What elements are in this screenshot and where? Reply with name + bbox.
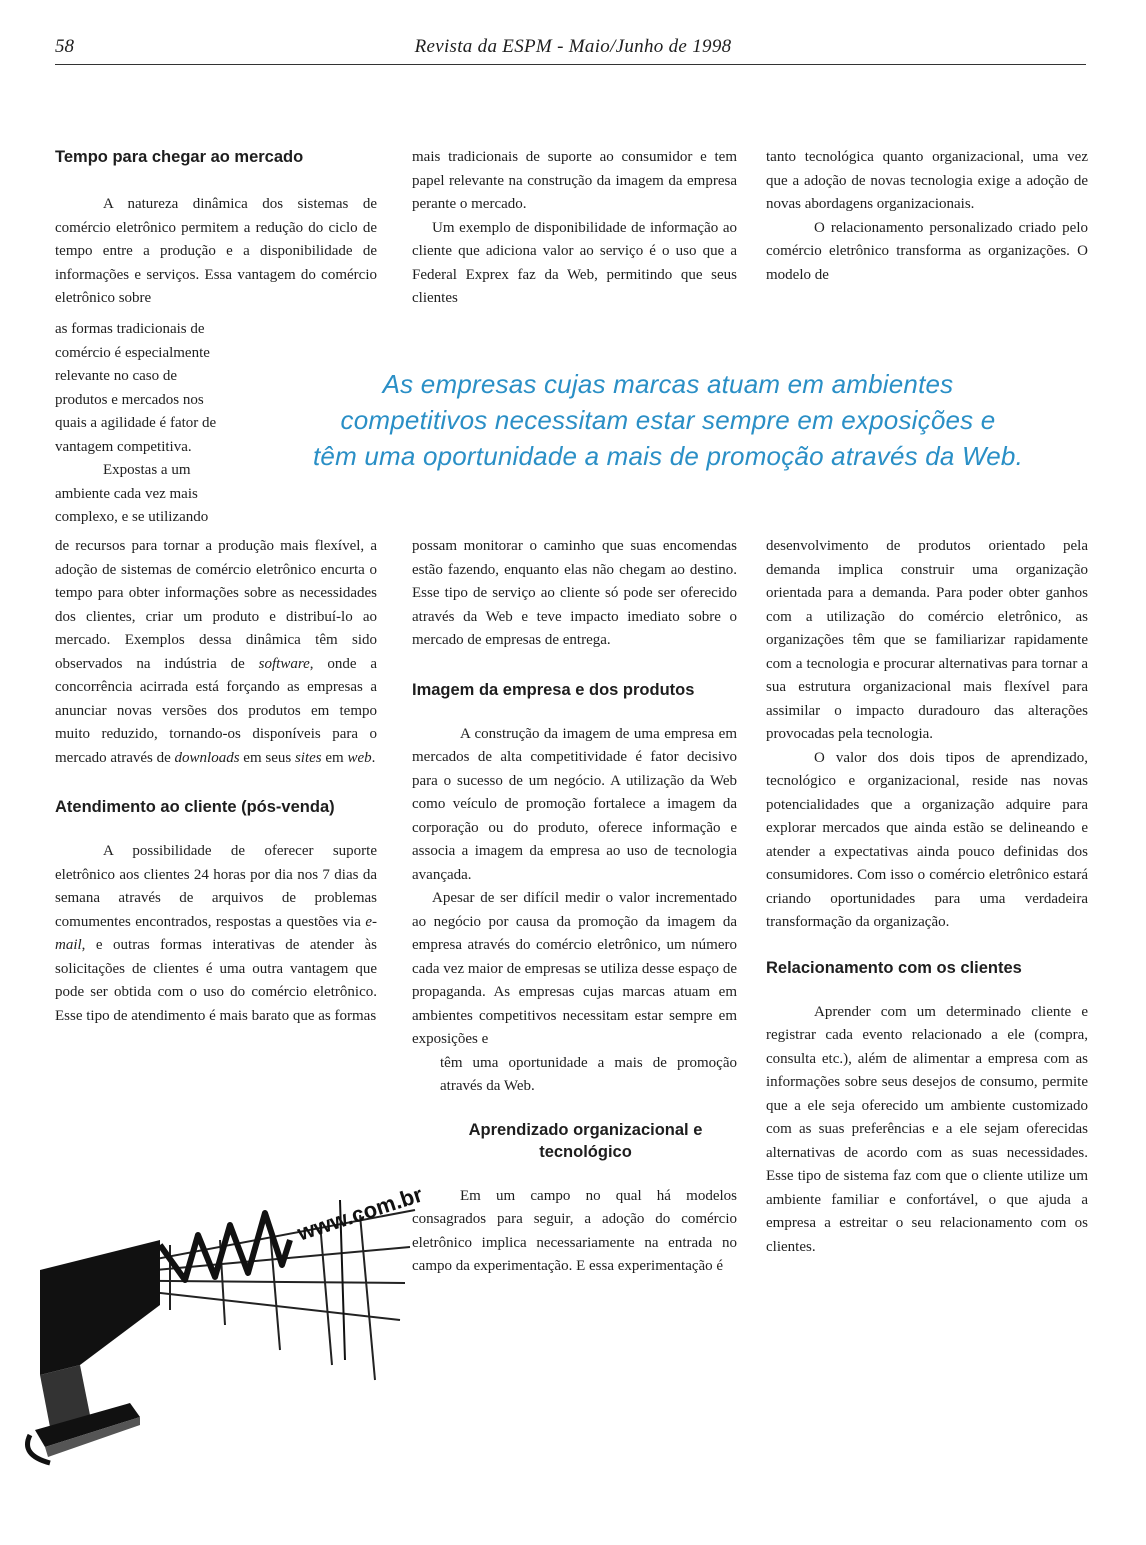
wrap-line-3: relevante no caso de [55,368,178,384]
computer-monitor-www-icon [20,1181,426,1475]
wrap-line-2: comércio é especialmente [55,344,210,361]
pull-quote [258,366,1078,474]
journal-title: Revista da ESPM - Maio/Junho de 1998 [414,36,732,57]
col1-paragraph-3: A possibilidade de oferecer suporte eletrônico aos clientes 24 horas por dia nos 7 dias da semana através de arquivos de problemas comumentes encontrados, respostas a questões via e-mail, e outras formas interativas de atender às solicitações de clientes é uma outra vantagem que pode ser obtida com o uso do comércio eletrônico. Esse tipo de atendimento é mais barato que as formas [55,843,377,1024]
col3-paragraph-5: Aprender com um determinado cliente e registrar cada evento relacionado a ele (compra, consulta etc.), além de alimentar a empresa com as informações sobre seus desejos de consumo, permite que a ele seja oferecido um ambiente customizado com as suas preferências e a ele sejam oferecidas alternativas de acordo com as suas necessidades. Esse tipo de sistema faz com que o cliente utilize um ambiente familiar e confortável, o que ajuda a empresa a estreitar o seu relacionamento com os clientes. [766,1003,1088,1255]
col2-top [412,146,737,311]
wrap-line-4: produtos e mercados nos [55,391,204,408]
col2-paragraph-3: possam monitorar o caminho que suas encomendas estão fazendo, enquanto elas não chegam ao destino. Esse tipo de serviço ao cliente só pode ser oferecido através da Web e teve impacto imediato sobre o mercado de empresas de entrega. [412,538,737,648]
col3-paragraph-2: O relacionamento personalizado criado pelo comércio eletrônico transforma as organizações. O modelo de [766,219,1088,283]
wrap-line-6: vantagem competitiva. [55,438,192,455]
col2-paragraph-1: mais tradicionais de suporte ao consumidor e tem papel relevante na construção da imagem da empresa perante o mercado. [412,149,737,212]
col2-paragraph-2: Um exemplo de disponibilidade de informação ao cliente que adiciona valor ao serviço é o uso que a Federal Exprex faz da Web, permitindo que seus clientes [412,219,737,306]
col3-top [766,146,1088,287]
heading-aprendizado: Aprendizado organizacional e tecnológico [468,1120,703,1161]
col1-bottom [55,535,377,1028]
col3-paragraph-1: tanto tecnológica quanto organizacional, uma vez que a adoção de novas tecnologia exige a adoção de novas abordagens organizacionais. [766,149,1088,212]
col1-paragraph-2: de recursos para tornar a produção mais flexível, a adoção de sistemas de comércio eletrônico encurta o tempo para obter informações sobre as necessidades dos clientes, criar um produto e distribuí-lo ao mercado. Exemplos dessa dinâmica têm sido observados na indústria de software, onde a concorrência acirrada está forçando as empresas a anunciar novas versões dos produtos em tempo muito reduzido, tornando-os disponíveis para o mercado através de downloads em seus sites em web. [55,538,377,766]
wrap-line-1: as formas tradicionais de [55,321,205,337]
pull-quote-line: As empresas cujas marcas atuam em ambientes [382,369,954,399]
wrap-line-7: Expostas a um [103,462,191,478]
col1-paragraph-1: A natureza dinâmica dos sistemas de comércio eletrônico permitem a redução do ciclo de tempo entre a produção e a disponibilidade de informações e serviços. Essa vantagem do comércio eletrônico sobre [55,196,377,306]
wrap-line-5: quais a agilidade é fator de [55,415,217,431]
col2-paragraph-4: A construção da imagem de uma empresa em mercados de alta competitividade é fator decisivo para o sucesso de um negócio. A utilização da Web como veículo de promoção fortalece a imagem da corporação ou do produto, oferece informação e associa a imagem da empresa ao uso de tecnologia avançada. [412,725,737,883]
col1-wrap [55,318,251,530]
col2-paragraph-6: Em um campo no qual há modelos consagrados para seguir, a adoção do comércio eletrônico implica necessariamente na entrada no campo da experimentação. E essa experimentação é [412,1187,737,1274]
heading-relacionamento: Relacionamento com os clientes [766,958,1022,977]
header-rule [55,64,1086,65]
col2-paragraph-5: Apesar de ser difícil medir o valor incrementado ao negócio por causa da promoção da imagem da empresa através do comércio eletrônico, um número cada vez maior de empresas se utiliza desse espaço de propaganda. As empresas cujas marcas atuam em ambientes competitivos necessitam estar sempre em exposições e [412,890,737,1047]
heading-atendimento: Atendimento ao cliente (pós-venda) [55,798,335,816]
pull-quote-line: têm uma oportunidade a mais de promoção através da Web. [312,441,1024,471]
col3-bottom [766,535,1088,1259]
heading-tempo-mercado: Tempo para chegar ao mercado [55,148,304,166]
page-number: 58 [55,36,74,57]
wrap-line-8: ambiente cada vez mais [55,485,198,502]
wrap-line-9: complexo, e se utilizando [55,509,209,525]
col3-paragraph-3: desenvolvimento de produtos orientado pela demanda implica construir uma organização orientada para a demanda. Para poder obter ganhos com a utilização do comércio eletrônico, as organizações têm que se familiarizar rapidamente com a tecnologia e procurar alternativas para tornar a sua estrutura organizacional mais flexível para assimilar o impacto duradouro das alterações provocadas pela tecnologia. [766,538,1088,742]
www-text: www.com.br [294,1181,426,1246]
col3-paragraph-4: O valor dos dois tipos de aprendizado, tecnológico e organizacional, reside nas novas potencialidades que a organização adquire para explorar mercados que ainda estão se delineando e atender a expectativas ainda pouco definidas dos consumidores. Com isso o comércio eletrônico estará criando oportunidades para uma verdadeira transformação da organização. [766,749,1088,930]
col2-paragraph-5-tail: têm uma oportunidade a mais de promoção através da Web. [440,1054,737,1094]
pull-quote-line: competitivos necessitam estar sempre em exposições e [340,405,996,435]
heading-imagem-empresa: Imagem da empresa e dos produtos [412,680,695,699]
www-illustration-svg [20,1185,420,1475]
col2-bottom [412,535,737,1279]
col1-top [55,146,377,311]
